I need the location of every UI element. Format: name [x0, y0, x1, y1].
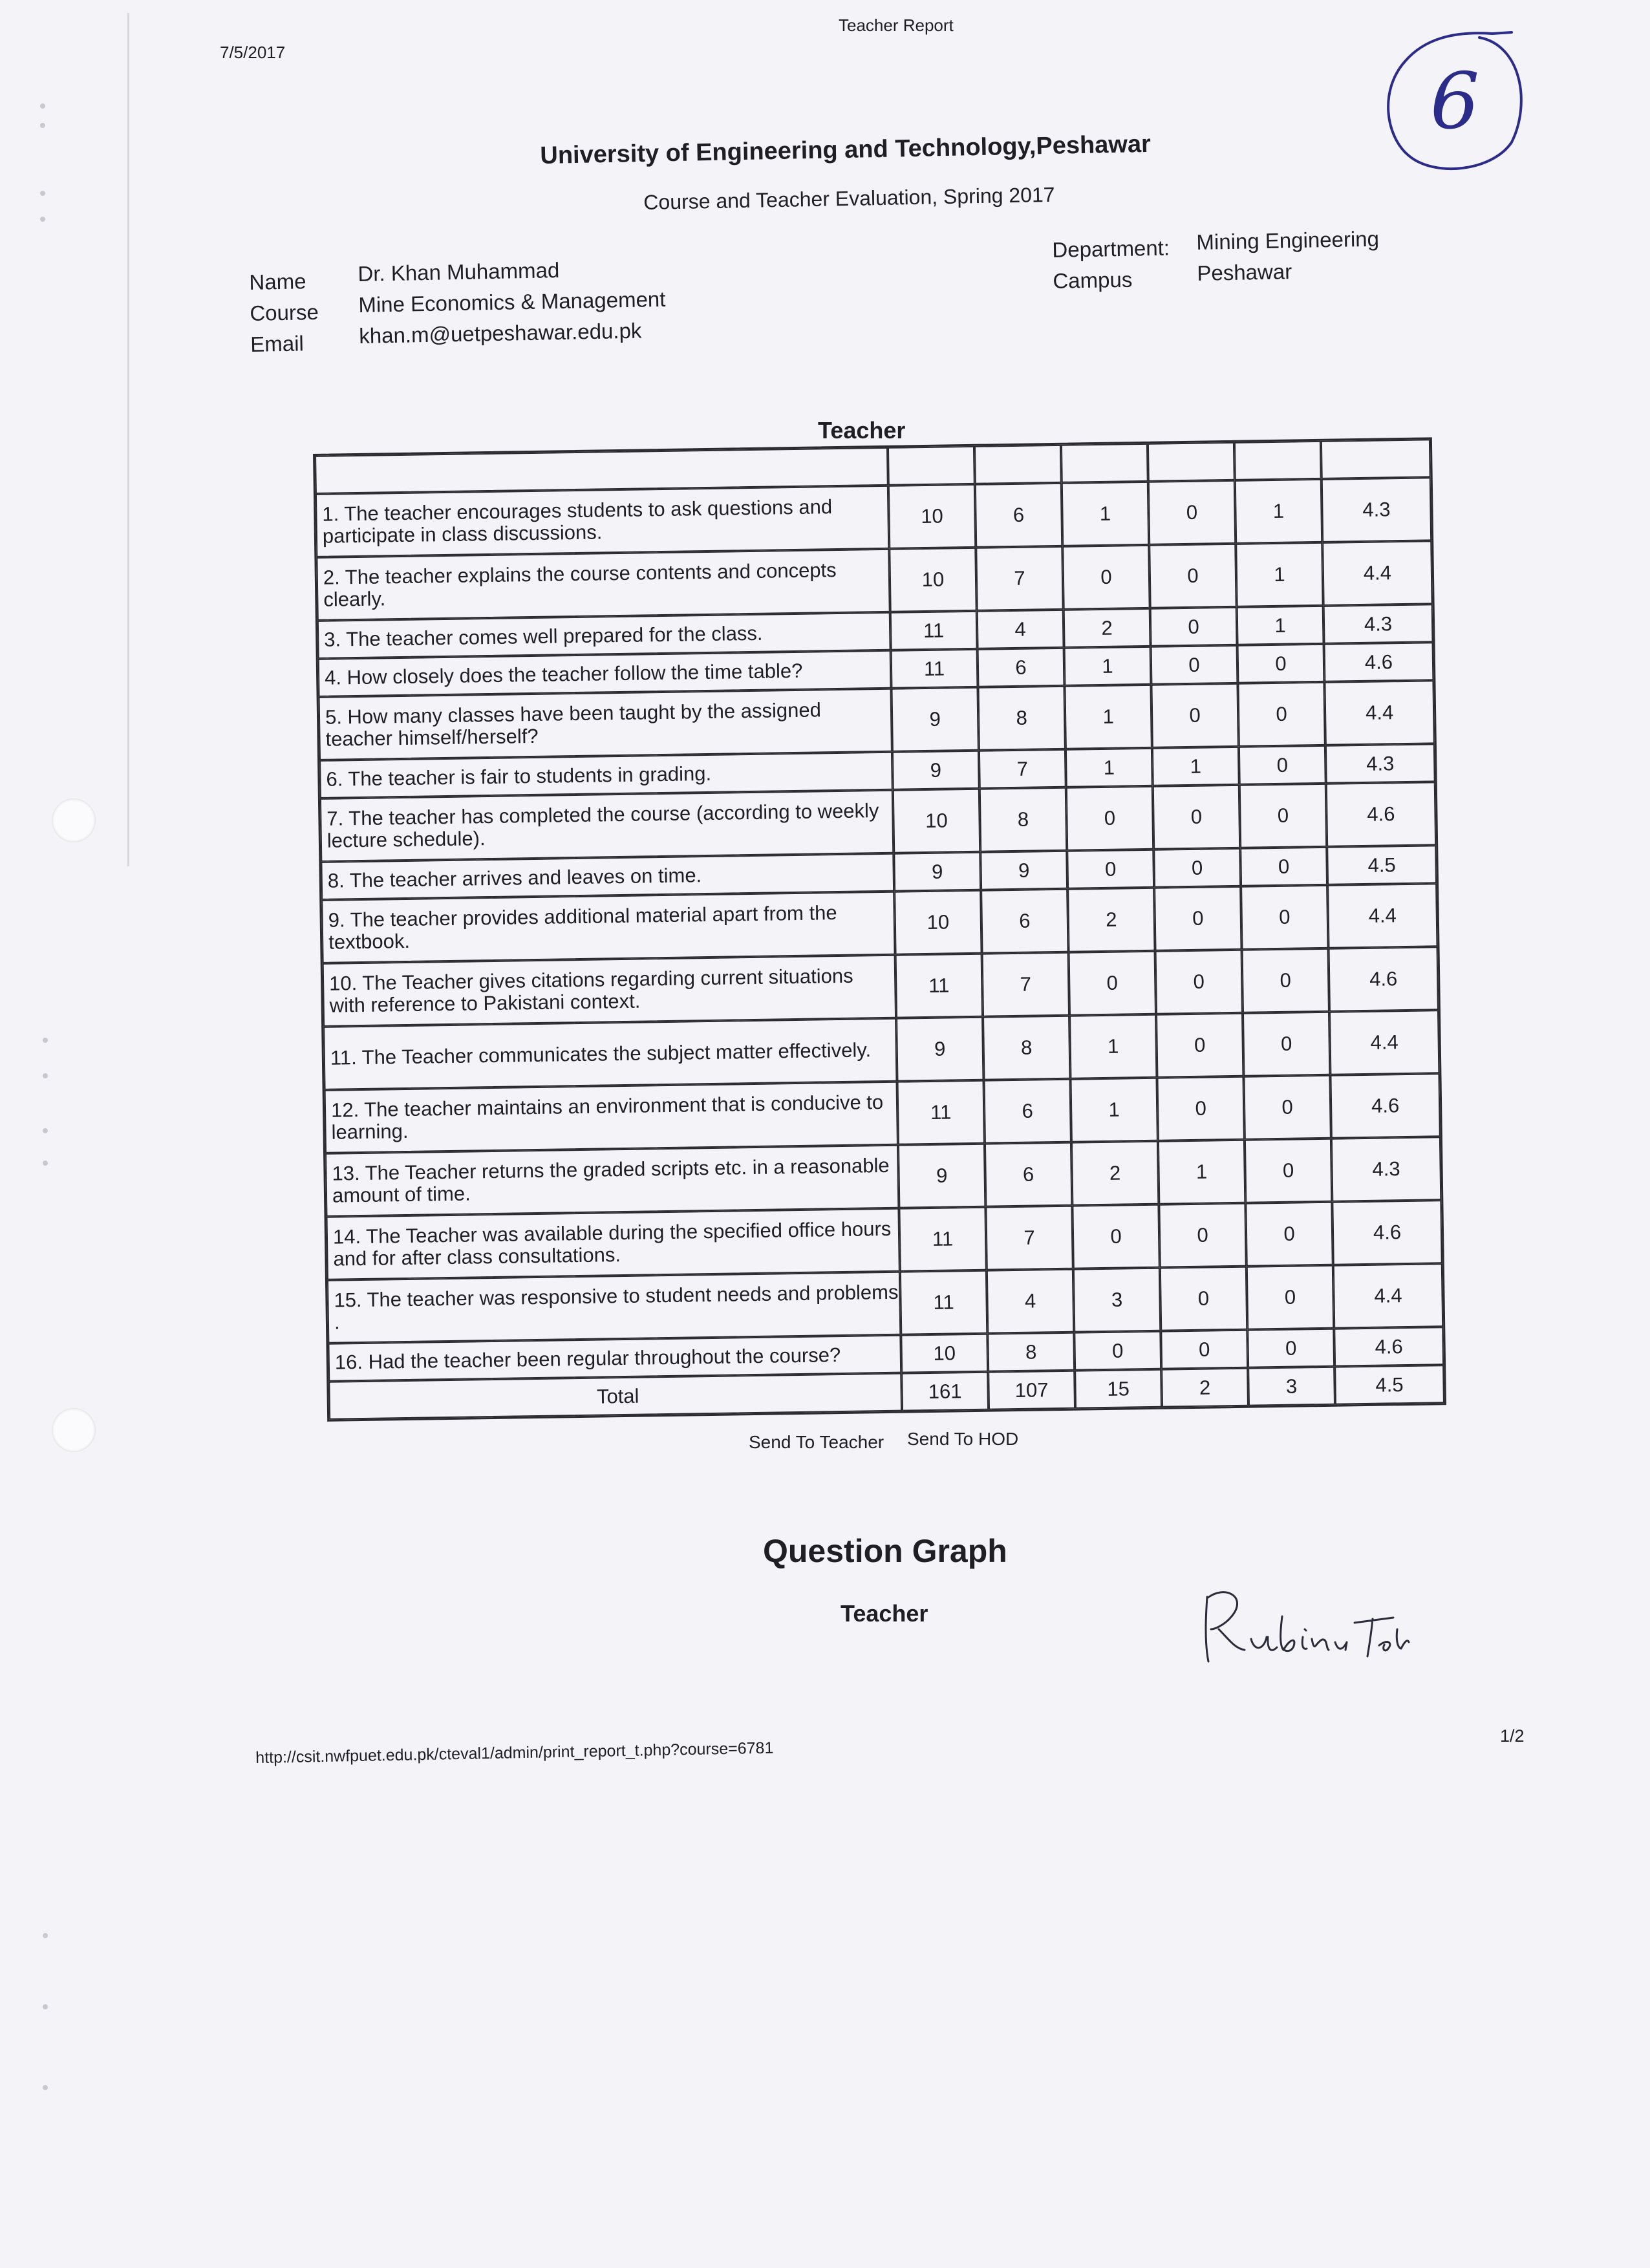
count-cell: 0	[1154, 886, 1241, 951]
count-cell: 7	[982, 952, 1069, 1017]
university-name: University of Engineering and Technology,Peshawar	[540, 130, 1152, 169]
question-cell: 16. Had the teacher been regular throughout the course?	[328, 1335, 901, 1382]
question-cell: 11. The Teacher communicates the subject matter effectively.	[323, 1018, 897, 1090]
count-cell: 0	[1243, 1075, 1331, 1140]
binding-mark	[43, 2085, 48, 2090]
question-cell: 10. The Teacher gives citations regarding current situations with reference to Pakistani context.	[323, 955, 896, 1027]
count-cell: 1	[1152, 747, 1239, 786]
count-cell: 1	[1235, 479, 1322, 544]
info-values	[358, 253, 667, 352]
count-cell: 0	[1239, 745, 1326, 785]
info-labels-right	[1052, 233, 1170, 297]
print-date: 7/5/2017	[220, 43, 286, 62]
count-cell: 0	[1072, 1204, 1159, 1269]
evaluation-title: Course and Teacher Evaluation, Spring 2017	[643, 182, 1055, 214]
count-cell: 6	[975, 483, 1062, 548]
question-cell: 5. How many classes have been taught by the assigned teacher himself/herself?	[319, 689, 892, 760]
total-count-cell: 107	[988, 1371, 1075, 1410]
count-cell: 8	[983, 1016, 1070, 1080]
send-to-hod-link[interactable]: Send To HOD	[907, 1429, 1019, 1449]
count-cell: 0	[1153, 848, 1241, 888]
header-cell	[1321, 439, 1431, 479]
question-cell: 1. The teacher encourages students to ask questions and participate in class discussions.	[316, 486, 889, 557]
count-cell: 6	[981, 889, 1068, 954]
count-cell: 6	[978, 648, 1065, 687]
binding-mark	[43, 1933, 48, 1938]
department-name: Mining Engineering	[1196, 226, 1380, 254]
binding-mark	[43, 1038, 48, 1043]
count-cell: 0	[1067, 850, 1154, 889]
count-cell: 9	[894, 852, 981, 892]
count-cell: 0	[1238, 682, 1325, 747]
binding-mark	[40, 103, 45, 109]
binding-mark	[43, 2004, 48, 2009]
count-cell: 0	[1150, 607, 1238, 647]
count-cell: 0	[1066, 786, 1153, 851]
email-label: Email	[250, 331, 305, 356]
punch-hole	[52, 798, 96, 842]
question-cell: 8. The teacher arrives and leaves on time.	[321, 853, 894, 900]
count-cell: 0	[1238, 644, 1325, 683]
count-cell: 11	[897, 1080, 984, 1145]
name-label: Name	[249, 269, 306, 294]
count-cell: 0	[1069, 951, 1156, 1016]
course-name: Mine Economics & Management	[358, 286, 666, 317]
evaluation-table	[313, 437, 1446, 1422]
count-cell: 0	[1159, 1203, 1246, 1268]
total-label: Total	[328, 1373, 902, 1420]
count-cell: 0	[1062, 545, 1150, 610]
question-cell: 15. The teacher was responsive to student needs and problems .	[327, 1272, 901, 1343]
header-cell	[974, 445, 1062, 484]
header-cell	[1234, 441, 1322, 480]
course-label: Course	[250, 299, 319, 325]
page-number: 1/2	[1500, 1726, 1525, 1746]
average-cell: 4.6	[1332, 1200, 1442, 1265]
count-cell: 1	[1069, 1014, 1157, 1079]
question-cell: 12. The teacher maintains an environment that is conducive to learning.	[325, 1082, 898, 1153]
count-cell: 0	[1157, 1076, 1244, 1141]
count-cell: 1	[1237, 606, 1324, 645]
average-cell: 4.6	[1330, 1073, 1440, 1138]
circled-page-number	[1382, 26, 1525, 175]
circled-number-text: 6	[1430, 57, 1480, 147]
count-cell: 10	[888, 484, 976, 549]
count-cell: 1	[1064, 647, 1152, 686]
count-cell: 0	[1247, 1265, 1334, 1330]
header-cell	[888, 446, 975, 486]
average-cell: 4.6	[1324, 642, 1434, 682]
campus-name: Peshawar	[1197, 259, 1292, 285]
binding-mark	[40, 217, 45, 222]
count-cell: 0	[1153, 785, 1240, 850]
count-cell: 7	[985, 1206, 1073, 1270]
average-cell: 4.6	[1329, 947, 1439, 1011]
average-cell: 4.3	[1325, 744, 1435, 784]
count-cell: 0	[1155, 950, 1243, 1014]
count-cell: 11	[899, 1207, 986, 1272]
count-cell: 9	[898, 1144, 985, 1208]
average-cell: 4.6	[1334, 1327, 1444, 1367]
count-cell: 0	[1149, 544, 1236, 608]
teacher-name: Dr. Khan Muhammad	[358, 258, 560, 286]
count-cell: 4	[977, 610, 1064, 649]
average-cell: 4.3	[1331, 1137, 1441, 1201]
total-count-cell: 2	[1161, 1368, 1248, 1407]
department-label: Department:	[1052, 235, 1170, 262]
count-cell: 1	[1066, 748, 1153, 787]
count-cell: 0	[1151, 645, 1238, 685]
header-cell	[1148, 442, 1235, 482]
handwritten-signature	[1199, 1578, 1413, 1671]
binding-mark	[40, 123, 45, 128]
question-cell: 13. The Teacher returns the graded scripts etc. in a reasonable amount of time.	[325, 1145, 899, 1217]
average-cell: 4.6	[1326, 782, 1436, 846]
question-graph-subtitle: Teacher	[841, 1600, 928, 1627]
count-cell: 8	[978, 686, 1065, 751]
teacher-email: khan.m@uetpeshawar.edu.pk	[358, 318, 642, 348]
punch-hole	[52, 1408, 96, 1452]
total-average-cell: 4.5	[1334, 1365, 1444, 1405]
question-cell: 7. The teacher has completed the course (according to weekly lecture schedule).	[320, 790, 894, 862]
info-labels	[249, 266, 319, 360]
header-cell	[1061, 444, 1148, 483]
question-cell: 3. The teacher comes well prepared for the class.	[317, 612, 891, 659]
count-cell: 6	[985, 1142, 1072, 1207]
count-cell: 10	[901, 1334, 988, 1373]
count-cell: 9	[896, 1017, 983, 1082]
count-cell: 1	[1062, 482, 1149, 546]
count-cell: 1	[1236, 542, 1323, 607]
question-graph-title: Question Graph	[763, 1533, 1007, 1569]
count-cell: 11	[895, 954, 983, 1018]
average-cell: 4.4	[1322, 540, 1432, 605]
count-cell: 10	[889, 548, 976, 612]
count-cell: 0	[1247, 1329, 1334, 1368]
evaluation-table-wrapper	[313, 437, 1446, 1422]
count-cell: 2	[1071, 1141, 1159, 1206]
count-cell: 0	[1243, 1012, 1330, 1076]
count-cell: 9	[891, 687, 978, 752]
question-cell: 14. The Teacher was available during the specified office hours and for after class consultations.	[327, 1208, 900, 1280]
count-cell: 1	[1070, 1078, 1157, 1142]
count-cell: 0	[1160, 1267, 1247, 1331]
average-cell: 4.4	[1329, 1010, 1439, 1075]
count-cell: 0	[1161, 1330, 1248, 1369]
send-to-teacher-link[interactable]: Send To Teacher	[749, 1432, 884, 1452]
count-cell: 0	[1241, 885, 1328, 950]
count-cell: 7	[976, 546, 1063, 611]
average-cell: 4.4	[1324, 680, 1434, 745]
count-cell: 11	[891, 649, 978, 689]
total-count-cell: 3	[1248, 1367, 1335, 1406]
count-cell: 0	[1151, 683, 1238, 748]
question-cell: 6. The teacher is fair to students in grading.	[319, 752, 893, 798]
count-cell: 11	[900, 1270, 987, 1335]
binding-mark	[43, 1161, 48, 1166]
question-cell: 9. The teacher provides additional material apart from the textbook.	[321, 892, 895, 963]
section-title: Teacher	[818, 417, 906, 444]
count-cell: 10	[893, 789, 980, 853]
info-values-right	[1196, 224, 1380, 289]
count-cell: 6	[983, 1079, 1071, 1144]
count-cell: 4	[987, 1269, 1074, 1334]
binding-mark	[43, 1073, 48, 1078]
count-cell: 0	[1240, 847, 1327, 886]
total-count-cell: 15	[1075, 1369, 1162, 1409]
average-cell: 4.4	[1327, 883, 1437, 948]
count-cell: 0	[1245, 1202, 1333, 1267]
count-cell: 7	[979, 749, 1066, 789]
count-cell: 1	[1158, 1140, 1245, 1204]
count-cell: 1	[1064, 685, 1152, 749]
report-url[interactable]: http://csit.nwfpuet.edu.pk/cteval1/admin/print_report_t.php?course=6781	[255, 1738, 774, 1767]
count-cell: 2	[1067, 888, 1155, 952]
count-cell: 8	[987, 1332, 1075, 1372]
count-cell: 0	[1156, 1013, 1243, 1078]
count-cell: 11	[890, 611, 978, 650]
campus-label: Campus	[1053, 267, 1133, 293]
page-edge-line	[127, 13, 129, 866]
binding-mark	[40, 191, 45, 196]
count-cell: 0	[1148, 480, 1236, 545]
count-cell: 9	[892, 751, 980, 790]
total-count-cell: 161	[901, 1372, 989, 1411]
count-cell: 2	[1064, 608, 1151, 648]
average-cell: 4.3	[1322, 477, 1431, 542]
average-cell: 4.3	[1323, 604, 1433, 644]
count-cell: 0	[1245, 1139, 1332, 1203]
count-cell: 3	[1073, 1268, 1161, 1332]
count-cell: 8	[980, 787, 1067, 852]
count-cell: 10	[894, 890, 981, 955]
average-cell: 4.4	[1333, 1263, 1443, 1328]
count-cell: 0	[1074, 1331, 1161, 1371]
report-header-title: Teacher Report	[839, 16, 954, 35]
question-cell: 2. The teacher explains the course contents and concepts clearly.	[316, 549, 890, 621]
count-cell: 0	[1239, 784, 1327, 848]
count-cell: 0	[1242, 948, 1329, 1013]
question-cell: 4. How closely does the teacher follow the time table?	[318, 650, 892, 697]
count-cell: 9	[980, 851, 1067, 890]
binding-mark	[43, 1128, 48, 1133]
average-cell: 4.5	[1327, 845, 1437, 885]
